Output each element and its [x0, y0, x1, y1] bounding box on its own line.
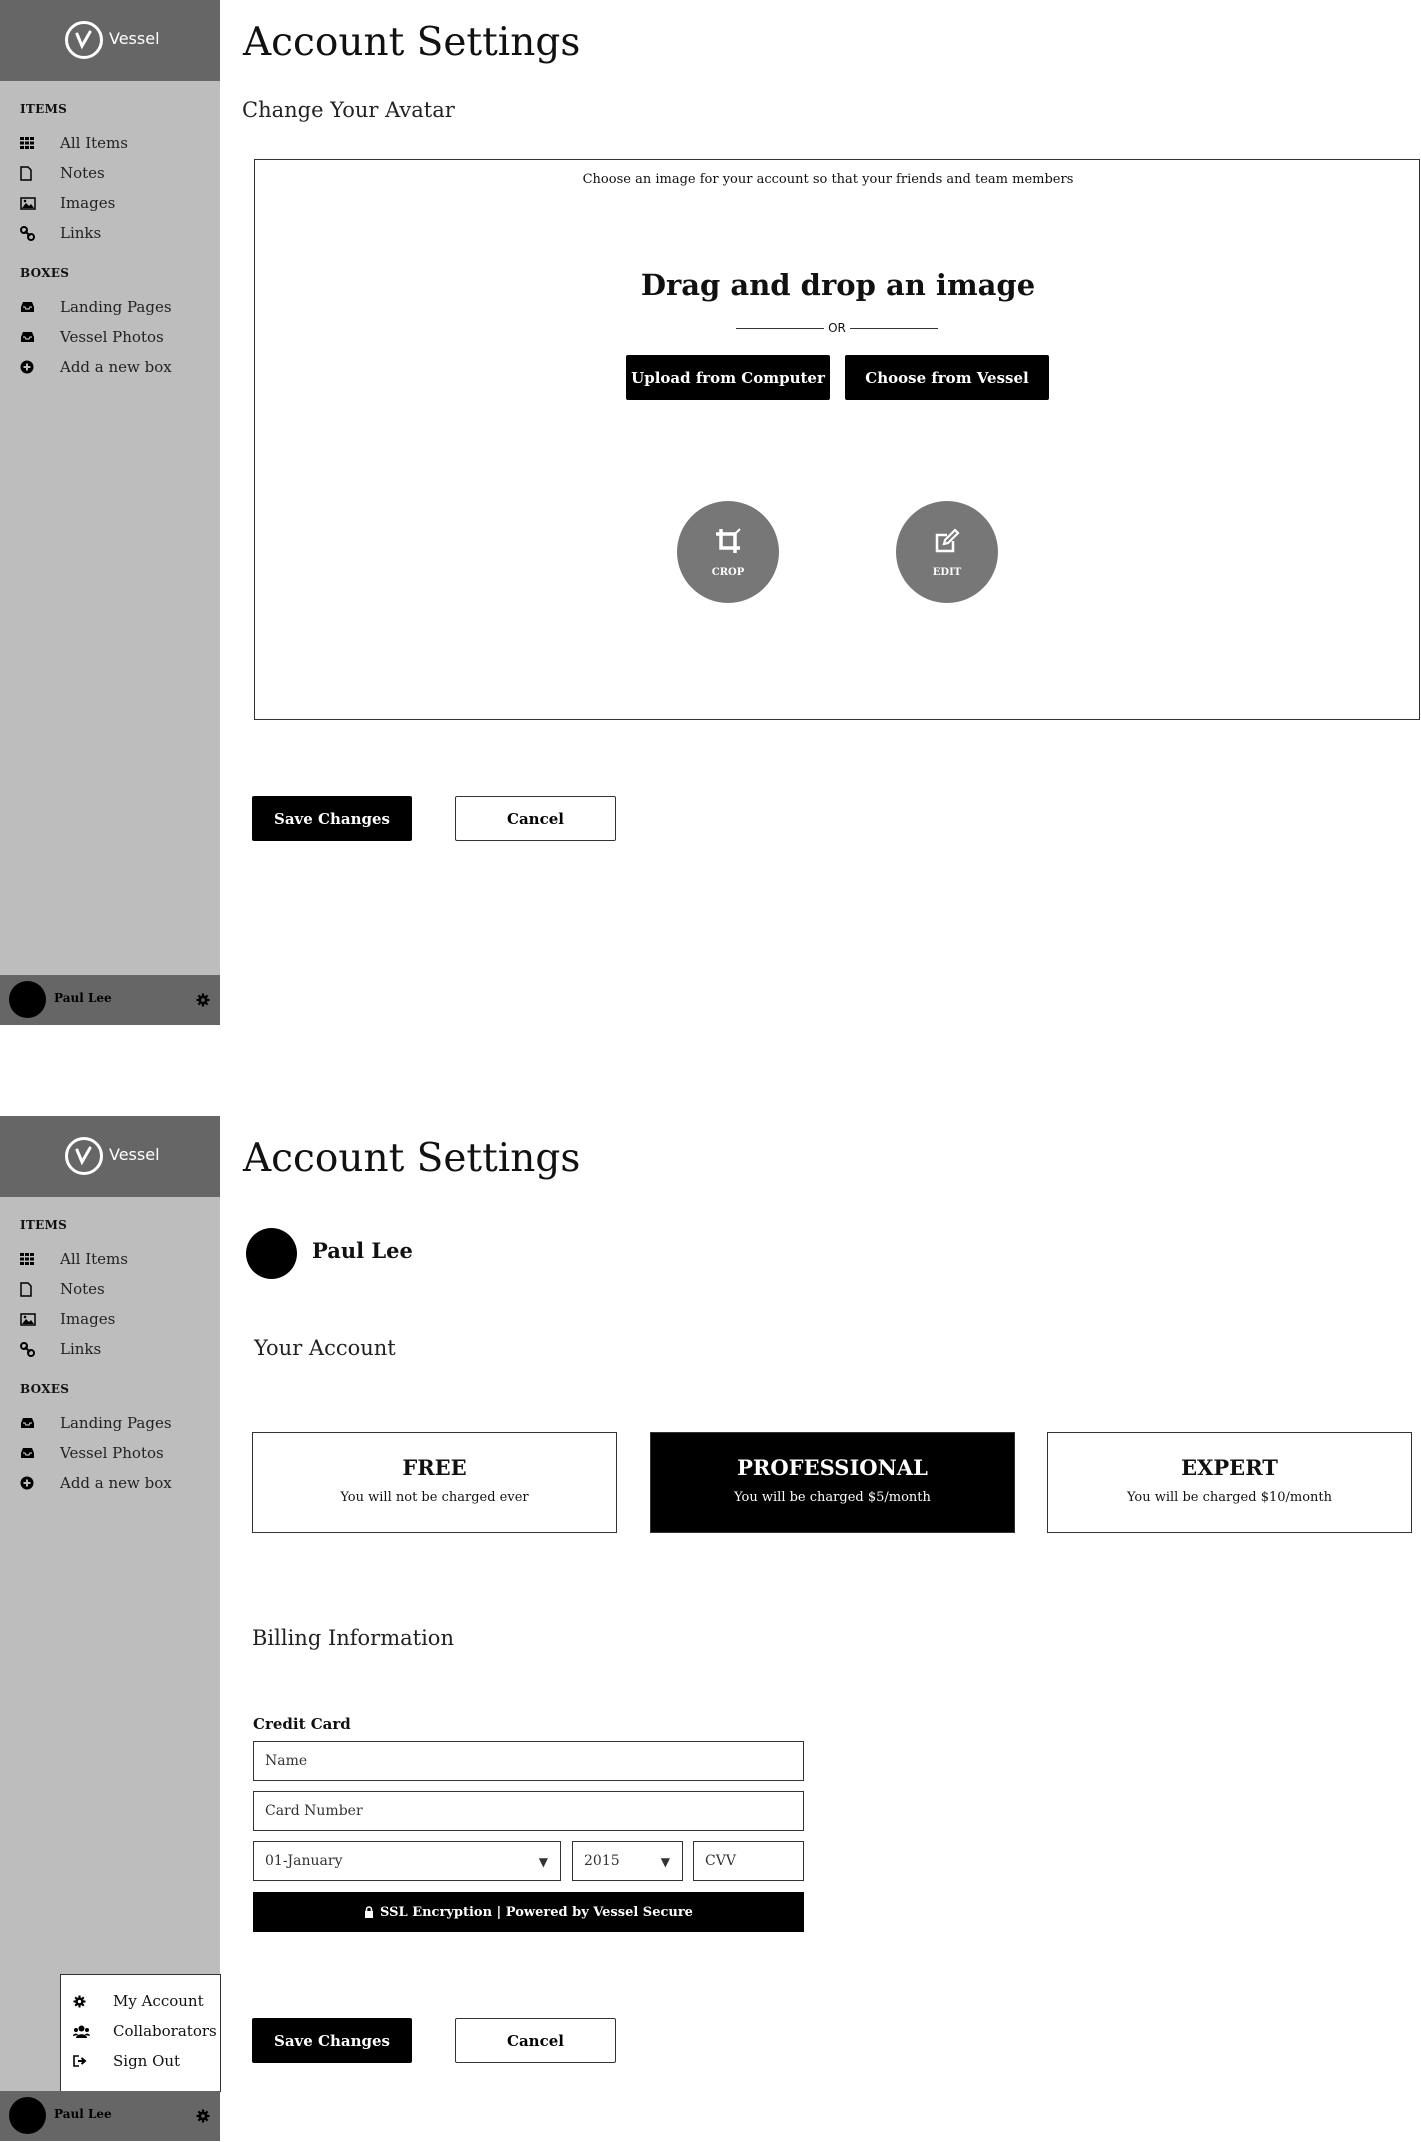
user-bar[interactable]	[0, 2091, 220, 2141]
plus-circle-icon	[20, 1474, 60, 1492]
avatar	[9, 981, 46, 1018]
choose-from-vessel-button[interactable]: Choose from Vessel	[845, 355, 1049, 400]
plan-free[interactable]	[252, 1432, 617, 1533]
menu-item-label: My Account	[113, 1992, 204, 2010]
sidebar-item-label: Links	[60, 1340, 102, 1358]
cancel-button[interactable]: Cancel	[455, 2018, 616, 2063]
sidebar-item-landing-pages[interactable]	[20, 1410, 210, 1436]
sidebar-item-label: Add a new box	[60, 1474, 172, 1492]
expiry-month-select[interactable]	[253, 1841, 561, 1881]
cvv-placeholder: CVV	[705, 1853, 736, 1869]
change-avatar-title: Change Your Avatar	[242, 98, 455, 122]
plan-description: You will be charged $5/month	[734, 1490, 931, 1505]
sidebar	[0, 0, 220, 1025]
sidebar-item-landing-pages[interactable]	[20, 294, 210, 320]
plus-circle-icon	[20, 358, 60, 376]
user-menu-popover	[60, 1974, 221, 2092]
boxes-heading: BOXES	[20, 1382, 70, 1396]
sidebar-item-label: Notes	[60, 164, 105, 182]
grid-icon	[20, 134, 60, 152]
inbox-icon	[20, 1444, 60, 1462]
plan-expert[interactable]	[1047, 1432, 1412, 1533]
page-title: Account Settings	[243, 20, 581, 65]
avatar-settings-screen	[0, 0, 1421, 1025]
account-settings-screen	[0, 1116, 1421, 2141]
cancel-button[interactable]: Cancel	[455, 796, 616, 841]
ssl-text: SSL Encryption | Powered by Vessel Secure	[380, 1904, 693, 1920]
edit-icon	[933, 527, 961, 559]
sidebar-item-all-items[interactable]	[20, 1246, 210, 1272]
vessel-logo-icon	[65, 1137, 103, 1175]
sidebar-item-vessel-photos[interactable]	[20, 1440, 210, 1466]
inbox-icon	[20, 1414, 60, 1432]
plan-name: FREE	[402, 1455, 467, 1480]
sidebar-item-label: Vessel Photos	[60, 328, 164, 346]
card-number-placeholder: Card Number	[265, 1803, 363, 1819]
sidebar-item-all-items[interactable]	[20, 130, 210, 156]
items-heading: ITEMS	[20, 1218, 68, 1232]
edit-button[interactable]	[896, 501, 998, 603]
plan-professional[interactable]	[650, 1432, 1015, 1533]
link-icon	[20, 224, 60, 242]
link-icon	[20, 1340, 60, 1358]
sidebar-item-notes[interactable]	[20, 1276, 210, 1302]
sidebar-item-label: All Items	[60, 134, 128, 152]
sidebar-item-label: All Items	[60, 1250, 128, 1268]
save-button[interactable]: Save Changes	[252, 796, 412, 841]
grid-icon	[20, 1250, 60, 1268]
vessel-logo-icon	[65, 21, 103, 59]
brand-name: Vessel	[109, 29, 160, 48]
image-icon	[20, 1310, 60, 1328]
menu-item-collaborators[interactable]	[73, 2018, 219, 2044]
menu-item-my-account[interactable]	[73, 1988, 219, 2014]
drag-drop-heading: Drag and drop an image	[640, 268, 1036, 302]
or-label: OR	[828, 321, 846, 335]
items-heading: ITEMS	[20, 102, 68, 116]
avatar-dropzone[interactable]	[254, 159, 1420, 720]
edit-label: EDIT	[932, 566, 962, 578]
profile-avatar[interactable]	[246, 1228, 297, 1279]
month-value: 01-January	[265, 1853, 343, 1869]
users-icon	[73, 2025, 113, 2038]
or-divider	[736, 318, 938, 338]
menu-item-label: Sign Out	[113, 2052, 181, 2070]
document-icon	[20, 1280, 60, 1298]
sidebar-item-label: Links	[60, 224, 102, 242]
user-bar[interactable]	[0, 975, 220, 1025]
sidebar-item-add-box[interactable]	[20, 1470, 210, 1496]
sidebar-item-images[interactable]	[20, 190, 210, 216]
user-name: Paul Lee	[54, 2107, 112, 2121]
ssl-banner	[253, 1892, 804, 1932]
name-field[interactable]	[253, 1741, 804, 1781]
plan-description: You will be charged $10/month	[1126, 1490, 1333, 1505]
gear-icon	[73, 1995, 113, 2008]
sidebar-item-label: Images	[60, 194, 116, 212]
document-icon	[20, 164, 60, 182]
profile-name: Paul Lee	[312, 1238, 413, 1263]
crop-label: CROP	[711, 566, 745, 578]
credit-card-label: Credit Card	[253, 1715, 351, 1733]
gear-icon[interactable]	[196, 2108, 210, 2127]
sidebar-item-label: Vessel Photos	[60, 1444, 164, 1462]
boxes-heading: BOXES	[20, 266, 70, 280]
sidebar-item-label: Landing Pages	[60, 298, 172, 316]
sidebar-item-label: Add a new box	[60, 358, 172, 376]
sidebar-item-vessel-photos[interactable]	[20, 324, 210, 350]
sidebar-item-label: Notes	[60, 1280, 105, 1298]
chevron-down-icon: ▼	[660, 1855, 670, 1869]
name-placeholder: Name	[265, 1753, 308, 1769]
sidebar-item-add-box[interactable]	[20, 354, 210, 380]
avatar-hint: Choose an image for your account so that your friends and team members	[582, 172, 1074, 187]
billing-title: Billing Information	[252, 1626, 454, 1650]
page-title: Account Settings	[243, 1136, 581, 1181]
plan-name: PROFESSIONAL	[737, 1455, 928, 1480]
plan-description: You will not be charged ever	[340, 1490, 529, 1505]
sign-out-icon	[73, 2055, 113, 2067]
chevron-down-icon: ▼	[538, 1855, 548, 1869]
expiry-year-select[interactable]	[572, 1841, 683, 1881]
card-number-field[interactable]	[253, 1791, 804, 1831]
crop-button[interactable]	[677, 501, 779, 603]
save-button[interactable]: Save Changes	[252, 2018, 412, 2063]
inbox-icon	[20, 298, 60, 316]
crop-icon	[714, 527, 742, 559]
avatar	[9, 2097, 46, 2134]
sidebar-item-links[interactable]	[20, 220, 210, 246]
logo-bar[interactable]	[0, 1116, 220, 1197]
logo-bar[interactable]	[0, 0, 220, 81]
brand-name: Vessel	[109, 1145, 160, 1164]
sidebar-item-images[interactable]	[20, 1306, 210, 1332]
image-icon	[20, 194, 60, 212]
sidebar-item-label: Landing Pages	[60, 1414, 172, 1432]
user-name: Paul Lee	[54, 991, 112, 1005]
menu-item-sign-out[interactable]	[73, 2048, 219, 2074]
sidebar	[0, 1116, 220, 2141]
sidebar-item-links[interactable]	[20, 1336, 210, 1362]
year-value: 2015	[584, 1853, 620, 1869]
lock-icon	[364, 1906, 374, 1918]
gear-icon[interactable]	[196, 992, 210, 1011]
upload-from-computer-button[interactable]: Upload from Computer	[626, 355, 830, 400]
your-account-title: Your Account	[254, 1336, 396, 1360]
cvv-field[interactable]	[693, 1841, 804, 1881]
sidebar-item-label: Images	[60, 1310, 116, 1328]
inbox-icon	[20, 328, 60, 346]
menu-item-label: Collaborators	[113, 2022, 217, 2040]
sidebar-item-notes[interactable]	[20, 160, 210, 186]
plan-name: EXPERT	[1181, 1455, 1278, 1480]
